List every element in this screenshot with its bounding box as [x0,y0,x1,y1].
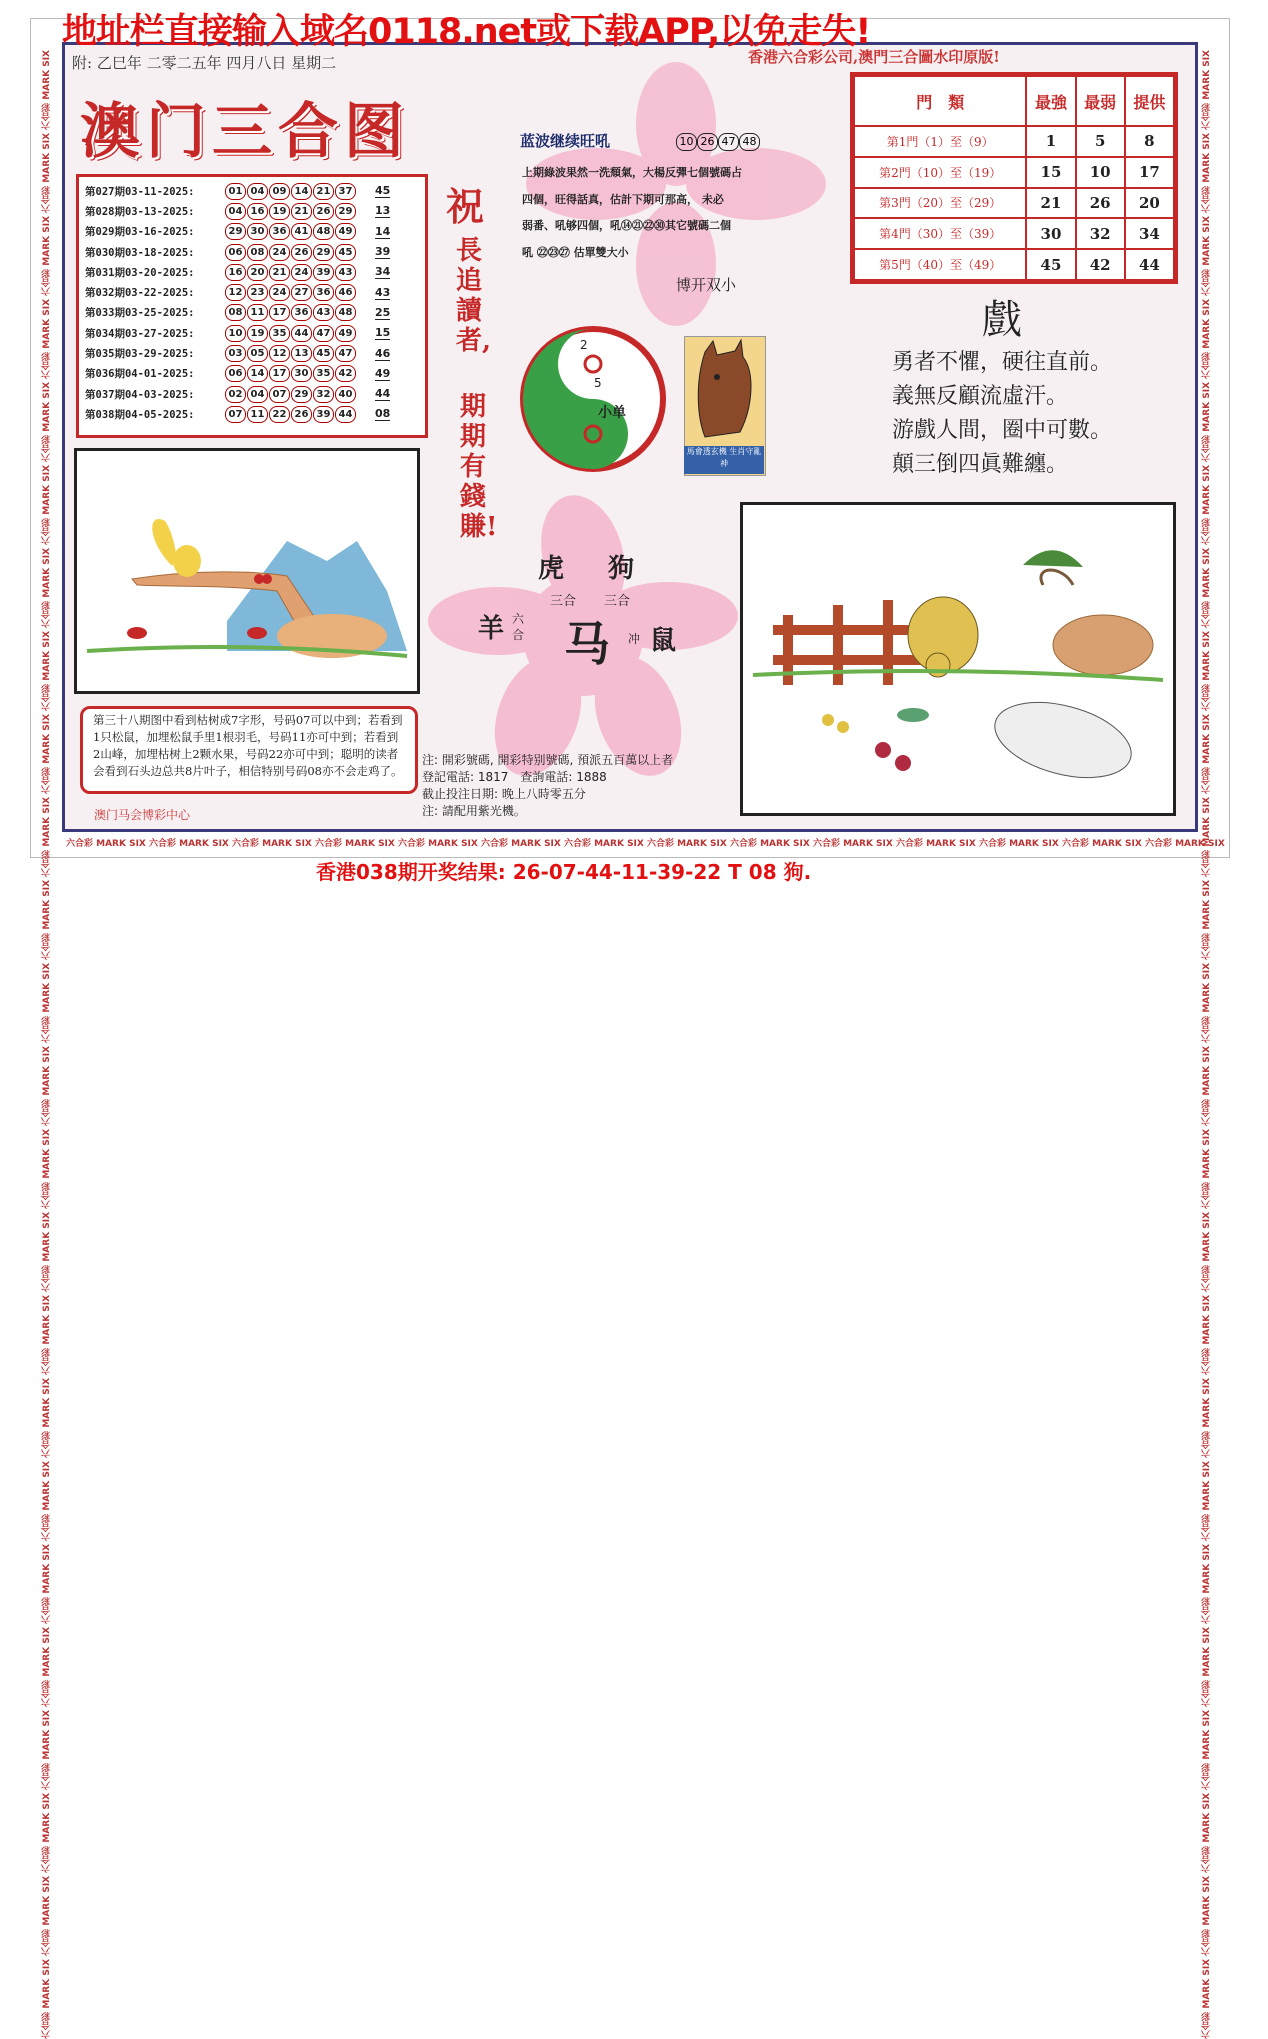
blessing-line-2: 期期有錢賺! [460,392,498,542]
draw-ball: 47 [335,345,356,362]
draw-ball: 12 [225,284,246,301]
center-name: 澳门马会博彩中心 [94,808,191,822]
draw-row [85,222,419,242]
draw-ball: 21 [269,264,290,281]
poem-title: 蓝波继续旺吼 [520,132,611,150]
table-cell-cat: 第5門（40）至（49） [854,249,1026,280]
table-cell-weak: 26 [1076,188,1125,219]
draw-ball: 30 [247,223,268,240]
draw-label: 第033期03-25-2025: [85,307,195,320]
draw-ball: 04 [247,183,268,200]
draw-label: 第035期03-29-2025: [85,348,195,361]
draw-ball: 04 [225,203,246,220]
poem-balls [676,130,760,151]
blessing-zhu: 祝 [446,184,485,229]
draw-ball: 24 [269,284,290,301]
draw-label: 第037期04-03-2025: [85,388,195,401]
draw-ball: 19 [247,325,268,342]
draw-row [85,282,419,302]
draw-ball: 03 [225,345,246,362]
draw-row [85,201,419,221]
draw-row [85,181,419,201]
liuhe-label-b: 合 [512,628,525,642]
top-banner: 地址栏直接输入域名0118.net或下载APP,以免走失! [62,12,871,52]
draw-ball: 41 [291,223,312,240]
draw-ball: 35 [313,365,334,382]
table-cell-give: 20 [1125,188,1174,219]
gate-table [850,72,1178,284]
table-cell-weak: 42 [1076,249,1125,280]
draw-label: 第030期03-18-2025: [85,246,195,259]
page-title: 澳门三合图 [80,97,410,167]
poem-line: 吼 ㉒㉓㉗ 估單雙大小 [522,245,629,259]
mushroom-shape [127,627,147,639]
table-cell-strong: 30 [1026,218,1075,249]
draw-ball: 17 [269,365,290,382]
poem-ball: 47 [718,133,739,151]
draw-ball: 29 [291,386,312,403]
draw-label: 第034期03-27-2025: [85,327,195,340]
draw-ball: 36 [291,304,312,321]
draw-ball: 39 [313,406,334,423]
draw-ball: 42 [335,365,356,382]
special-number: 15 [375,326,391,340]
table-cell-give: 44 [1125,249,1174,280]
draw-ball: 26 [291,244,312,261]
draw-ball: 11 [247,406,268,423]
yinyang-label: 小单 [598,405,626,421]
squirrel-scene [77,451,417,691]
draw-ball: 01 [225,183,246,200]
horse-icon [685,337,765,447]
special-number: 34 [375,265,391,279]
draw-label: 第038期04-05-2025: [85,408,195,421]
table-cell-weak: 10 [1076,157,1125,188]
notice-line: 登記電話: 1817 查詢電話: 1888 [422,770,607,784]
horse-caption: 馬會透玄機 生肖守亂神 [684,446,764,474]
draw-row [85,262,419,282]
draw-ball: 39 [313,264,334,281]
special-number: 14 [375,224,391,238]
draw-ball: 20 [247,264,268,281]
draw-ball: 21 [313,183,334,200]
draw-ball: 48 [313,223,334,240]
draw-ball: 14 [247,365,268,382]
draw-history [76,174,428,438]
special-number: 46 [375,346,391,360]
sanhe-label: 三合 [604,594,631,609]
notice-line: 注: 請配用紫光機。 [422,804,526,818]
table-cell-cat: 第1門（1）至（9） [854,126,1026,157]
draw-ball: 24 [269,244,290,261]
table-cell-cat: 第3門（20）至（29） [854,188,1026,219]
draw-ball: 45 [313,345,334,362]
liuhe-label-a: 六 [512,612,525,626]
draw-label: 第029期03-16-2025: [85,226,195,239]
table-row [854,249,1174,280]
table-cell-weak: 32 [1076,218,1125,249]
draw-ball: 16 [225,264,246,281]
draw-ball: 05 [247,345,268,362]
strip-repeat: 六合彩 MARK SIX 六合彩 MARK SIX 六合彩 MARK SIX 六合彩 MARK SIX 六合彩 MARK SIX 六合彩 MARK SIX 六合彩 MARK SIX 六合彩 MARK SIX 六合彩 MARK SIX 六合彩 MARK SIX 六合彩 MARK SIX 六合彩 MARK SIX 六合彩 MARK SIX 六合彩 MARK SIX 六合彩 MARK SIX 六合彩 MARK SIX 六合彩 MARK SIX 六合彩 MARK SIX 六合彩 MARK SIX 六合彩 MARK SIX 六合彩 MARK SIX 六合彩 MARK SIX 六合彩 MARK SIX 六合彩 MARK SIX [42,50,52,2039]
special-number: 45 [375,184,391,198]
chong-label: 冲 [628,632,641,646]
draw-ball: 08 [225,304,246,321]
watermark-note: 香港六合彩公司,澳門三合圖水印原版! [748,48,1000,66]
draw-ball: 32 [313,386,334,403]
draw-ball: 16 [247,203,268,220]
table-row [854,126,1174,157]
draw-ball: 40 [335,386,356,403]
table-cell-give: 34 [1125,218,1174,249]
draw-row [85,364,419,384]
draw-ball: 48 [335,304,356,321]
notice-line: 注: 開彩號碼, 開彩特别號碼, 預派五百萬以上者 [422,753,674,767]
blessing-line-1: 長追讀者, [456,236,492,356]
special-number: 08 [375,407,391,421]
verse-line: 游戲人間，圈中可數。 [892,418,1113,443]
yinyang-top-number: 2 [580,338,588,352]
poem-line: 弱番、吼够四個，吼⑭㉑㉒㉚其它號碼二個 [522,219,731,232]
special-number: 39 [375,245,391,259]
draw-ball: 07 [269,386,290,403]
bottom-border-strip: 六合彩 MARK SIX 六合彩 MARK SIX 六合彩 MARK SIX 六合彩 MARK SIX 六合彩 MARK SIX 六合彩 MARK SIX 六合彩 MARK SIX 六合彩 MARK SIX 六合彩 MARK SIX 六合彩 MARK SIX 六合彩 MARK SIX 六合彩 MARK SIX 六合彩 MARK SIX 六合彩 MARK SIX [66,839,1225,849]
draw-ball: 46 [335,284,356,301]
table-cell-strong: 15 [1026,157,1075,188]
draw-ball: 21 [291,203,312,220]
special-number: 43 [375,285,391,299]
draw-row [85,323,419,343]
draw-ball: 19 [269,203,290,220]
draw-ball: 07 [225,406,246,423]
draw-row [85,303,419,323]
draw-ball: 22 [269,406,290,423]
draw-label: 第032期03-22-2025: [85,287,195,300]
notice [422,752,673,820]
draw-label: 第031期03-20-2025: [85,266,195,279]
table-cell-cat: 第2門（10）至（19） [854,157,1026,188]
draw-ball: 29 [313,244,334,261]
draw-ball: 14 [291,183,312,200]
draw-row [85,384,419,404]
draw-ball: 11 [247,304,268,321]
table-cell-weak: 5 [1076,126,1125,157]
left-border-strip [40,50,62,2039]
date-line: 附: 乙巳年 二零二五年 四月八日 星期二 [72,54,337,72]
draw-ball: 43 [313,304,334,321]
verses [892,346,1112,482]
table-row [854,157,1174,188]
draw-ball: 06 [225,244,246,261]
mushroom-shape [247,627,267,639]
draw-ball: 49 [335,325,356,342]
zodiac-flower [428,496,738,786]
poem-tip: 博开双小 [676,276,737,294]
sanhe-label: 三合 [550,594,577,609]
poem-line: 四個，旺得話真，估計下期可那高， 未必 [522,192,724,206]
draw-ball: 23 [247,284,268,301]
draw-ball: 30 [291,365,312,382]
yinyang-mid-number: 5 [594,376,602,390]
draw-row [85,242,419,262]
table-row [854,218,1174,249]
draw-ball: 45 [335,244,356,261]
draw-ball: 04 [247,386,268,403]
col-header: 提供 [1125,76,1174,126]
yinyang-icon [518,324,668,474]
draw-ball: 44 [291,325,312,342]
draw-ball: 37 [335,183,356,200]
draw-ball: 26 [313,203,334,220]
right-border-strip [1200,50,1222,2039]
draw-label: 第028期03-13-2025: [85,205,195,218]
zodiac-tiger: 虎 [538,554,565,584]
fruit-shape [262,574,272,584]
draw-row [85,404,419,424]
draw-ball: 24 [291,264,312,281]
special-number: 49 [375,366,391,380]
squirrel-body [173,545,201,577]
draw-ball: 49 [335,223,356,240]
table-cell-strong: 21 [1026,188,1075,219]
strip-repeat: 六合彩 MARK SIX 六合彩 MARK SIX 六合彩 MARK SIX 六合彩 MARK SIX 六合彩 MARK SIX 六合彩 MARK SIX 六合彩 MARK SIX 六合彩 MARK SIX 六合彩 MARK SIX 六合彩 MARK SIX 六合彩 MARK SIX 六合彩 MARK SIX 六合彩 MARK SIX 六合彩 MARK SIX 六合彩 MARK SIX 六合彩 MARK SIX 六合彩 MARK SIX 六合彩 MARK SIX 六合彩 MARK SIX 六合彩 MARK SIX 六合彩 MARK SIX 六合彩 MARK SIX 六合彩 MARK SIX 六合彩 MARK SIX [1202,50,1212,2039]
table-cell-strong: 45 [1026,249,1075,280]
draw-ball: 35 [269,325,290,342]
special-number: 25 [375,305,391,319]
draw-ball: 02 [225,386,246,403]
draw-ball: 09 [269,183,290,200]
draw-ball: 12 [269,345,290,362]
zodiac-rat: 鼠 [650,626,677,656]
section-heading: 戲 [982,297,1022,343]
draw-ball: 36 [269,223,290,240]
draw-ball: 29 [225,223,246,240]
col-header: 門 類 [854,76,1026,126]
draw-ball: 27 [291,284,312,301]
draw-label: 第027期03-11-2025: [85,185,195,198]
draw-ball: 47 [313,325,334,342]
verse-line: 勇者不懼，硬往直前。 [892,350,1113,375]
col-header: 最強 [1026,76,1075,126]
draw-result: 香港038期开奖结果: 26-07-44-11-39-22 T 08 狗. [316,860,812,884]
draw-ball: 08 [247,244,268,261]
hint-box: 第三十八期图中看到枯树成7字形，号码07可以中到；若看到1只松鼠，加埋松鼠手里1根羽毛，号码11亦可中到；若看到2山峰，加埋枯树上2颗水果，号码22亦可中到；聪明的读者会看到石头边总共8片叶子，相信特别号码08亦不会走鸡了。 [80,706,418,794]
zodiac-dog: 狗 [608,554,635,584]
poem-ball: 10 [676,133,697,151]
rooster-illustration [740,502,1176,816]
verse-line: 義無反顧流虛汗。 [892,384,1069,409]
zodiac-horse: 马 [564,617,610,671]
draw-ball: 10 [225,325,246,342]
draw-ball: 13 [291,345,312,362]
draw-label: 第036期04-01-2025: [85,368,195,381]
draw-row [85,343,419,363]
table-row [854,188,1174,219]
table-cell-give: 17 [1125,157,1174,188]
zodiac-sheep: 羊 [478,614,505,644]
poem-line: 上期綠波果然一洗頹氣，大楊反彈七個號碼占 [522,166,742,179]
table-cell-strong: 1 [1026,126,1075,157]
draw-ball: 17 [269,304,290,321]
table-cell-give: 8 [1125,126,1174,157]
notice-line: 截止投注日期: 晚上八時零五分 [422,787,586,801]
poem-ball: 48 [739,133,760,151]
draw-ball: 26 [291,406,312,423]
poem-ball: 26 [697,133,718,151]
draw-ball: 29 [335,203,356,220]
table-cell-cat: 第4門（30）至（39） [854,218,1026,249]
special-number: 13 [375,204,391,218]
rooster-scene [743,505,1173,813]
poem-body [522,160,812,266]
draw-ball: 44 [335,406,356,423]
verse-line: 顛三倒四眞難纏。 [892,452,1069,477]
col-header: 最弱 [1076,76,1125,126]
squirrel-tail [152,519,177,566]
special-number: 44 [375,387,391,401]
draw-ball: 06 [225,365,246,382]
draw-ball: 43 [335,264,356,281]
draw-ball: 36 [313,284,334,301]
squirrel-illustration [74,448,420,694]
